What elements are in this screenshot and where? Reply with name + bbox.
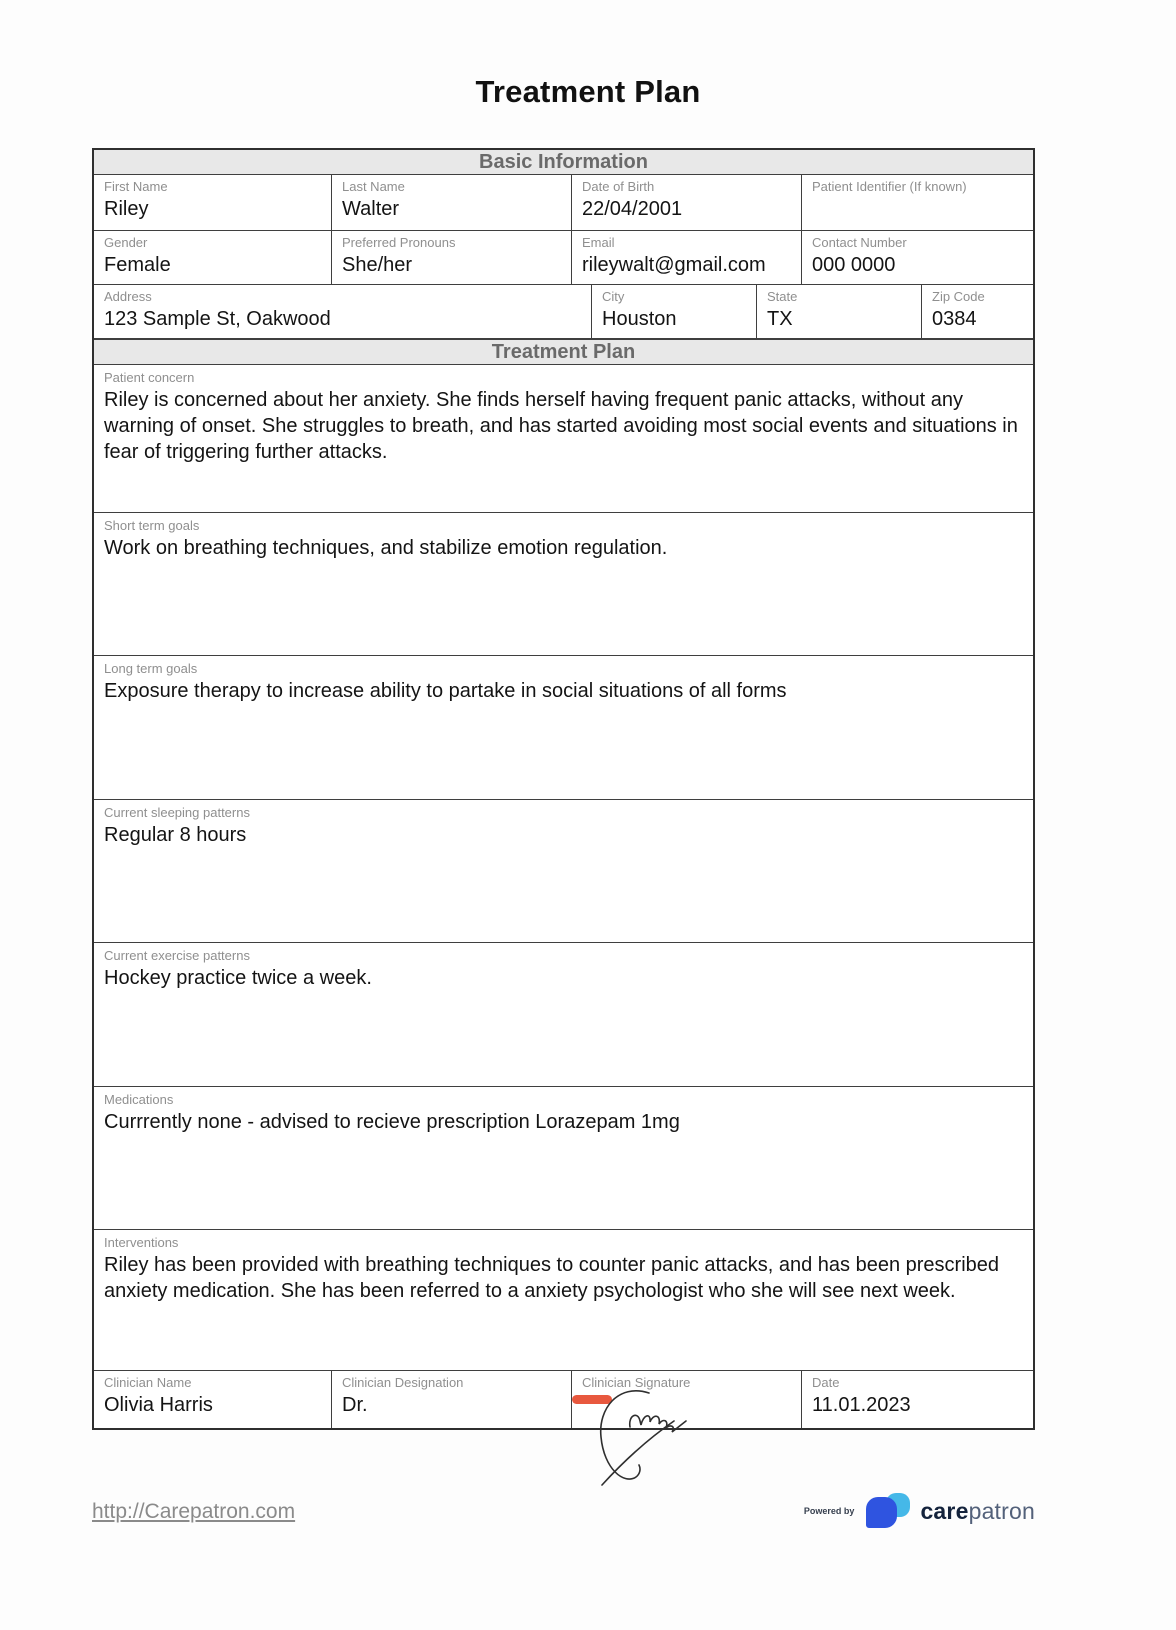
carepatron-logo-icon xyxy=(866,1493,910,1529)
field-date-of-birth xyxy=(572,175,802,230)
field-value: Walter xyxy=(342,198,400,220)
carepatron-wordmark xyxy=(920,1498,1035,1525)
field-label: Email xyxy=(582,235,615,250)
field-value: 22/04/2001 xyxy=(582,198,683,220)
section-header-basic-information: Basic Information xyxy=(94,150,1033,175)
field-value: 123 Sample St, Oakwood xyxy=(104,308,331,330)
field-label: Date xyxy=(812,1375,840,1390)
field-value: Riley is concerned about her anxiety. She finds herself having frequent panic attacks, without any warning of onset. She struggles to breath, and has started avoiding most social events and situations in fear of triggering further attacks. xyxy=(104,389,1018,463)
field-label: Contact Number xyxy=(812,235,907,250)
wordmark-patron: patron xyxy=(968,1497,1035,1524)
field-email xyxy=(572,231,802,284)
field-label: Patient Identifier (If known) xyxy=(812,179,967,194)
basic-info-row-3 xyxy=(94,285,1033,339)
field-last-name xyxy=(332,175,572,230)
field-address xyxy=(94,285,592,338)
carepatron-link[interactable]: http://Carepatron.com xyxy=(92,1500,296,1523)
field-label: First Name xyxy=(104,179,168,194)
field-value: Houston xyxy=(602,308,677,330)
field-first-name xyxy=(94,175,332,230)
field-label: Zip Code xyxy=(932,289,985,304)
field-preferred-pronouns xyxy=(332,231,572,284)
field-value: rileywalt@gmail.com xyxy=(582,254,766,276)
field-value: Olivia Harris xyxy=(104,1394,213,1416)
field-value: 11.01.2023 xyxy=(812,1394,911,1416)
field-value: 000 0000 xyxy=(812,254,896,276)
field-label: Current exercise patterns xyxy=(104,948,250,963)
field-label: Interventions xyxy=(104,1235,179,1250)
field-label: City xyxy=(602,289,625,304)
field-clinician-designation xyxy=(332,1371,572,1428)
field-gender xyxy=(94,231,332,284)
logo-bubble-dark-icon xyxy=(866,1497,897,1528)
clinician-signature-image xyxy=(594,1385,714,1485)
field-label: Last Name xyxy=(342,179,405,194)
field-label: Current sleeping patterns xyxy=(104,805,250,820)
field-label: Gender xyxy=(104,235,148,250)
field-value: Currrently none - advised to recieve prescription Lorazepam 1mg xyxy=(104,1111,680,1133)
section-header-treatment-plan: Treatment Plan xyxy=(94,339,1033,365)
field-value: Riley xyxy=(104,198,149,220)
field-label: Short term goals xyxy=(104,518,200,533)
field-label: State xyxy=(767,289,798,304)
field-label: Clinician Signature xyxy=(582,1375,691,1390)
field-label: Clinician Name xyxy=(104,1375,192,1390)
field-clinician-signature xyxy=(572,1371,802,1428)
powered-by-block xyxy=(804,1493,1035,1529)
field-zip-code xyxy=(922,285,1033,338)
field-value: She/her xyxy=(342,254,413,276)
page-title: Treatment Plan xyxy=(475,74,701,109)
wordmark-care: care xyxy=(920,1497,969,1524)
field-label: Date of Birth xyxy=(582,179,655,194)
field-value: 0384 xyxy=(932,308,977,330)
field-long-term-goals xyxy=(94,656,1033,800)
field-value: Exposure therapy to increase ability to partake in social situations of all forms xyxy=(104,680,787,702)
field-value: Dr. xyxy=(342,1394,368,1416)
field-city xyxy=(592,285,757,338)
field-value: Riley has been provided with breathing techniques to counter panic attacks, and has been prescribed anxiety medication. She has been referred to a anxiety psychologist who she will see next week. xyxy=(104,1254,1000,1302)
field-short-term-goals xyxy=(94,513,1033,656)
field-clinician-name xyxy=(94,1371,332,1428)
field-current-sleeping-patterns xyxy=(94,800,1033,943)
field-label: Preferred Pronouns xyxy=(342,235,456,250)
field-state xyxy=(757,285,922,338)
field-patient-identifier xyxy=(802,175,1033,230)
field-value: Regular 8 hours xyxy=(104,824,247,846)
field-current-exercise-patterns xyxy=(94,943,1033,1087)
field-interventions xyxy=(94,1230,1033,1371)
field-value: Female xyxy=(104,254,171,276)
field-label: Clinician Designation xyxy=(342,1375,464,1390)
field-label: Address xyxy=(104,289,152,304)
field-value: Work on breathing techniques, and stabilize emotion regulation. xyxy=(104,537,668,559)
field-contact-number xyxy=(802,231,1033,284)
field-date xyxy=(802,1371,1033,1428)
field-value: TX xyxy=(767,308,793,330)
clinician-row xyxy=(94,1371,1033,1428)
field-patient-concern xyxy=(94,365,1033,513)
basic-info-row-1 xyxy=(94,175,1033,231)
field-medications xyxy=(94,1087,1033,1230)
field-label: Patient concern xyxy=(104,370,195,385)
treatment-plan-form xyxy=(92,148,1035,1430)
field-value: Hockey practice twice a week. xyxy=(104,967,372,989)
basic-info-row-2 xyxy=(94,231,1033,285)
field-label: Medications xyxy=(104,1092,174,1107)
field-label: Long term goals xyxy=(104,661,198,676)
powered-by-label: Powered by xyxy=(803,1506,855,1516)
